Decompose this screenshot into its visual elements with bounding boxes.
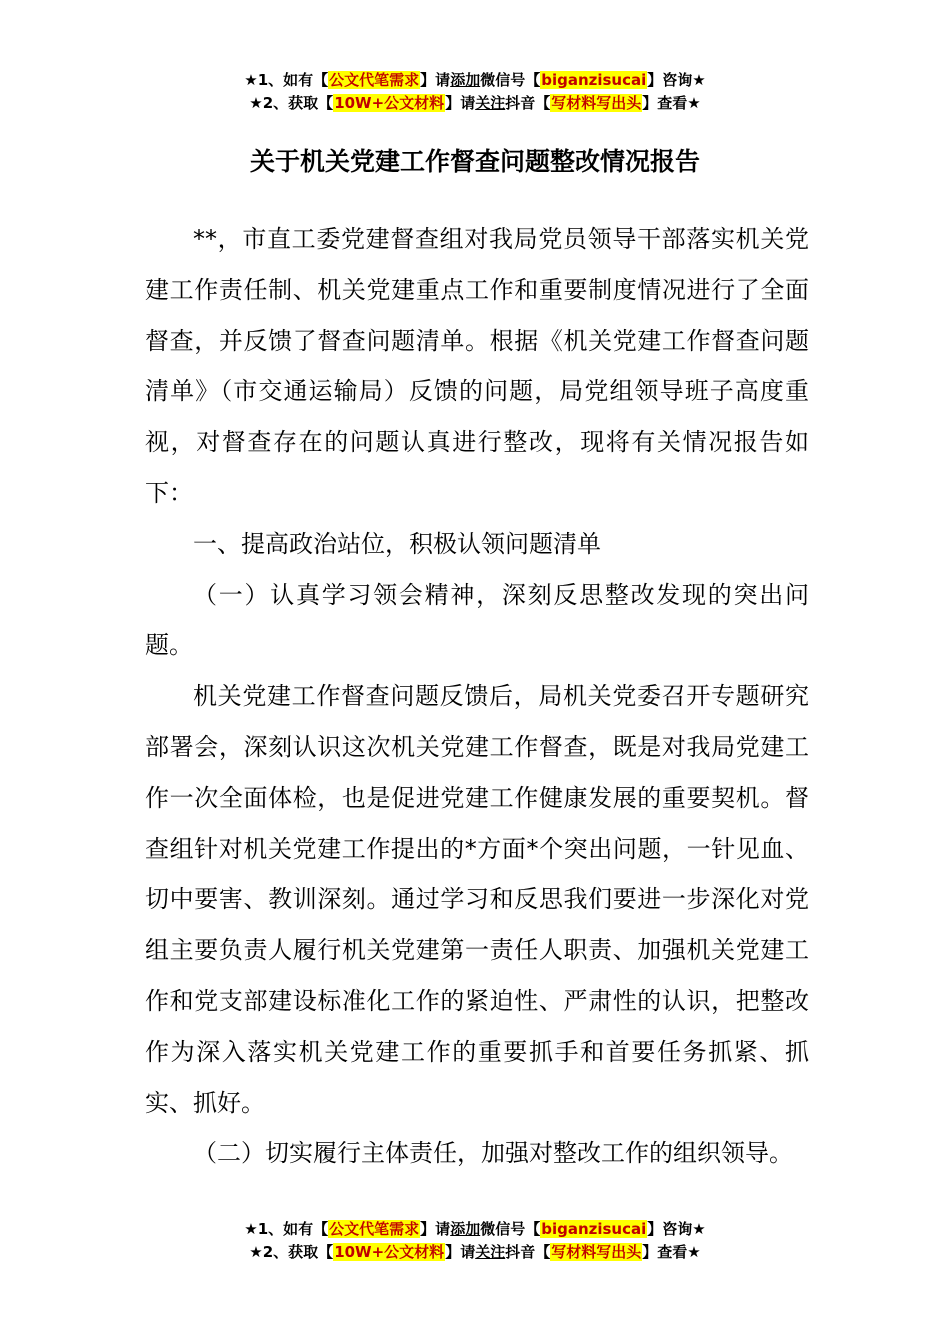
highlight-materials: 10W+公文材料 (334, 1243, 445, 1261)
promo-line-2: ★2、获取【10W+公文材料】请关注抖音【写材料写出头】查看★ (249, 1243, 701, 1261)
section-heading-1: 一、提高政治站位，积极认领问题清单 (193, 529, 601, 558)
promo-line-2: ★2、获取【10W+公文材料】请关注抖音【写材料写出头】查看★ (249, 94, 701, 112)
highlight-service: 公文代笔需求 (329, 71, 420, 89)
subsection-heading-2: （二）切实履行主体责任，加强对整改工作的组织领导。 (193, 1139, 793, 1168)
highlight-service: 公文代笔需求 (329, 1220, 420, 1238)
promo-line-1: ★1、如有【公文代笔需求】请添加微信号【biganzisucai】咨询★ (244, 71, 706, 89)
highlight-wechat-id: biganzisucai (541, 1220, 647, 1238)
highlight-douyin: 写材料写出头 (551, 94, 642, 112)
paragraph-body: 机关党建工作督查问题反馈后，局机关党委召开专题研究部署会，深刻认识这次机关党建工作督查，既是对我局党建工作一次全面体检，也是促进党建工作健康发展的重要契机。督查组针对机关党建工作提出的*方面*个突出问题，一针见血、切中要害、教训深刻。通过学习和反思我们要进一步深化对党组主要负责人履行机关党建第一责任人职责、加强机关党建工作和党支部建设标准化工作的紧迫性、严肃性的认识，把整改作为深入落实机关党建工作的重要抓手和首要任务抓紧、抓实、抓好。 (145, 682, 809, 1117)
highlight-douyin: 写材料写出头 (551, 1243, 642, 1261)
promo-line-1: ★1、如有【公文代笔需求】请添加微信号【biganzisucai】咨询★ (244, 1220, 706, 1238)
document-body (145, 214, 809, 1179)
highlight-materials: 10W+公文材料 (334, 94, 445, 112)
promo-banner-bottom (0, 1218, 950, 1264)
subsection-heading-1: （一）认真学习领会精神，深刻反思整改发现的突出问题。 (145, 580, 809, 660)
highlight-wechat-id: biganzisucai (541, 71, 647, 89)
paragraph-intro: **，市直工委党建督查组对我局党员领导干部落实机关党建工作责任制、机关党建重点工作和重要制度情况进行了全面督查，并反馈了督查问题清单。根据《机关党建工作督查问题清单》（市交通运输局）反馈的问题，局党组领导班子高度重视，对督查存在的问题认真进行整改，现将有关情况报告如下： (145, 225, 809, 507)
document-title: 关于机关党建工作督查问题整改情况报告 (249, 147, 700, 176)
promo-banner-top (0, 69, 950, 115)
